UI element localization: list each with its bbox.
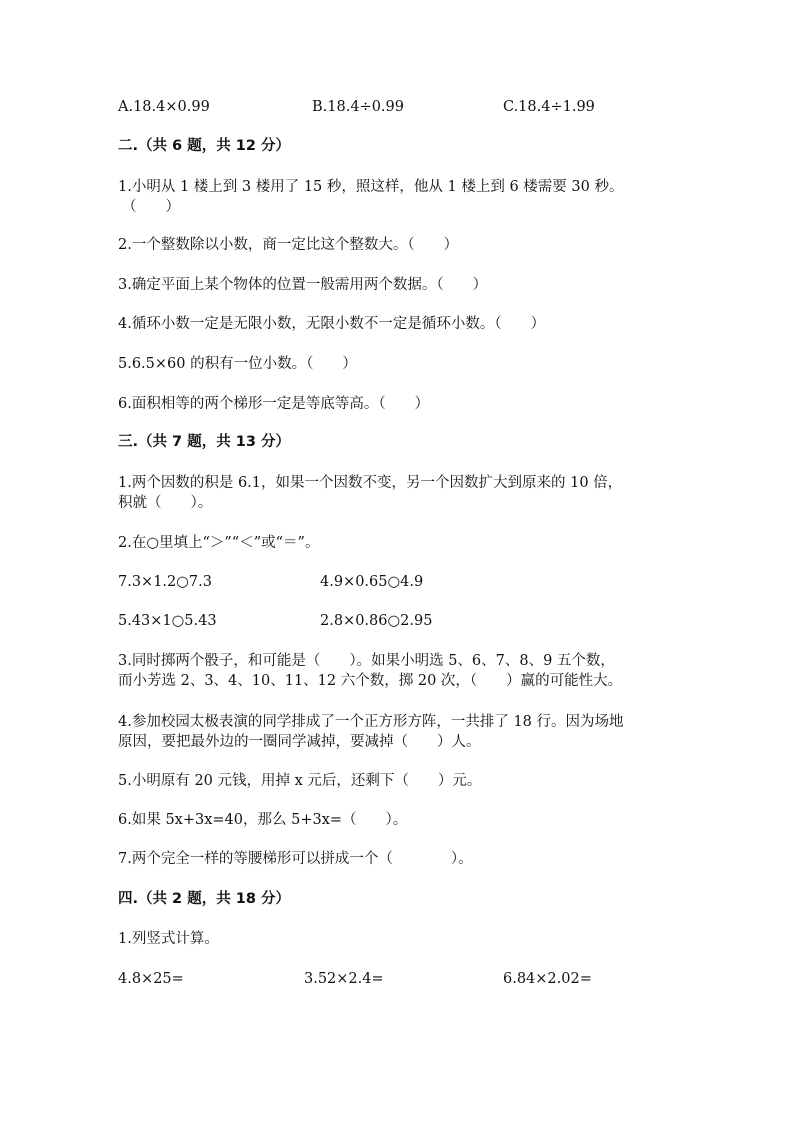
question-3-4-line1: 4.参加校园太极表演的同学排成了一个正方形方阵，一共排了 18 行。因为场地	[118, 714, 624, 730]
question-2-1-blank: （ ）	[122, 199, 180, 215]
compare-1: 7.3×1.2○7.3	[118, 574, 212, 590]
question-2-3: 3.确定平面上某个物体的位置一般需用两个数据。（ ）	[118, 277, 488, 293]
question-2-2: 2.一个整数除以小数，商一定比这个整数大。（ ）	[118, 237, 459, 253]
question-3-5: 5.小明原有 20 元钱，用掉 x 元后，还剩下（ ）元。	[118, 773, 482, 789]
section-heading-3: 三.（共 7 题，共 13 分）	[118, 434, 290, 450]
compare-2: 4.9×0.65○4.9	[320, 574, 424, 590]
section-heading-2: 二.（共 6 题，共 12 分）	[118, 138, 290, 154]
question-3-2: 2.在○里填上“＞”“＜”或“＝”。	[118, 535, 320, 551]
question-3-3-line2: 而小芳选 2、3、4、10、11、12 六个数，掷 20 次，（ ）赢的可能性大。	[118, 673, 623, 689]
question-3-4-line2: 原因，要把最外边的一圈同学减掉，要减掉（ ）人。	[118, 734, 481, 750]
calc-1: 4.8×25=	[118, 971, 184, 987]
question-4-1: 1.列竖式计算。	[118, 931, 219, 947]
question-3-1-line1: 1.两个因数的积是 6.1，如果一个因数不变，另一个因数扩大到原来的 10 倍，	[118, 475, 623, 491]
question-2-5: 5.6.5×60 的积有一位小数。（ ）	[118, 356, 357, 372]
compare-3: 5.43×1○5.43	[118, 613, 217, 629]
question-3-7: 7.两个完全一样的等腰梯形可以拼成一个（ ）。	[118, 851, 473, 867]
question-2-6: 6.面积相等的两个梯形一定是等底等高。（ ）	[118, 396, 430, 412]
question-2-4: 4.循环小数一定是无限小数，无限小数不一定是循环小数。（ ）	[118, 316, 546, 332]
section-heading-4: 四.（共 2 题，共 18 分）	[118, 891, 290, 907]
choice-a: A.18.4×0.99	[118, 99, 210, 115]
question-3-3-line1: 3.同时掷两个骰子，和可能是（ ）。如果小明选 5、6、7、8、9 五个数，	[118, 653, 615, 669]
calc-3: 6.84×2.02=	[503, 971, 592, 987]
choice-c: C.18.4÷1.99	[503, 99, 595, 115]
choice-b: B.18.4÷0.99	[312, 99, 404, 115]
question-2-1: 1.小明从 1 楼上到 3 楼用了 15 秒，照这样，他从 1 楼上到 6 楼需要 30 秒。	[118, 179, 624, 195]
compare-4: 2.8×0.86○2.95	[320, 613, 433, 629]
question-3-1-line2: 积就（ ）。	[118, 495, 213, 511]
question-3-6: 6.如果 5x+3x=40，那么 5+3x=（ ）。	[118, 812, 408, 828]
calc-2: 3.52×2.4=	[304, 971, 384, 987]
